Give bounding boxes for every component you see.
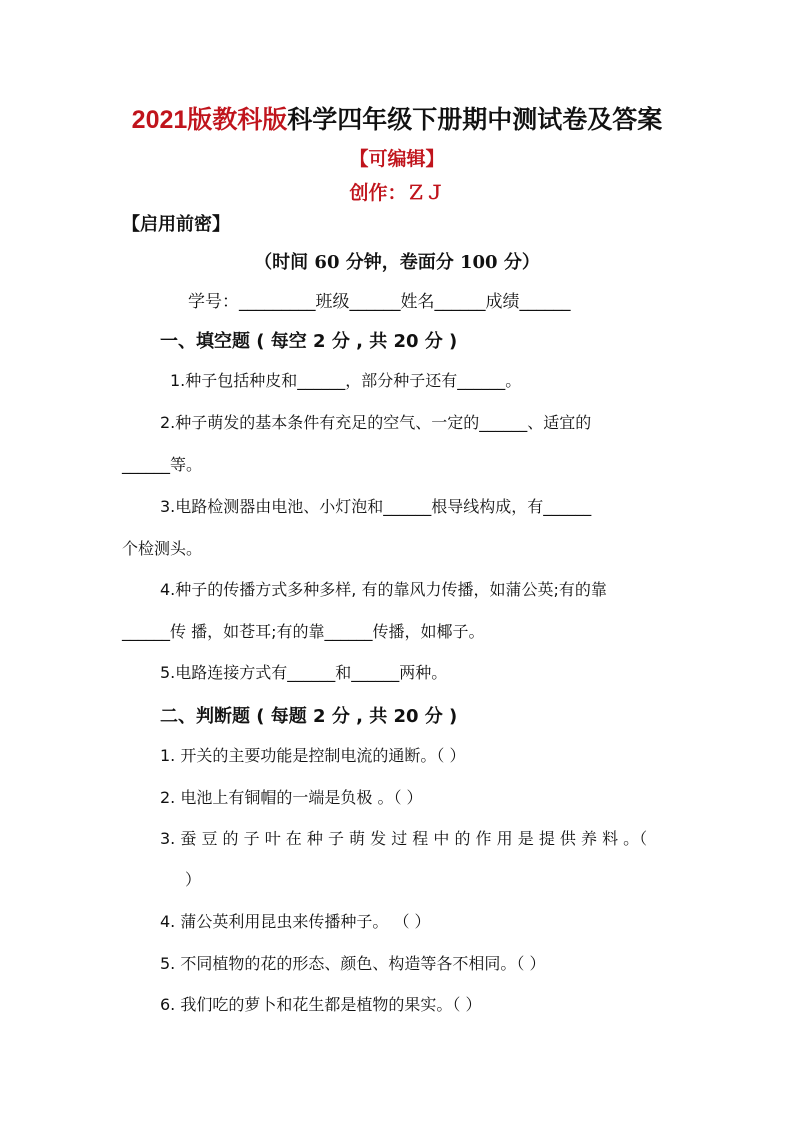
page-title [0, 100, 794, 136]
editable-label: 【可编辑】 [349, 148, 445, 170]
question-tf-6: 6. 我们吃的萝卜和花生都是植物的果实。（ ） [160, 995, 482, 1014]
question-fill-4a: 4.种子的传播方式多种多样, 有的靠风力传播，如蒲公英;有的靠 [160, 580, 607, 599]
section-fill-blank-heading: 一、填空题 ( 每空 2 分 , 共 20 分 ) [160, 331, 458, 352]
question-fill-1: 1.种子包括种皮和______，部分种子还有______。 [170, 371, 522, 390]
question-fill-5: 5.电路连接方式有______和______两种。 [160, 663, 448, 682]
question-tf-1: 1. 开关的主要功能是控制电流的通断。（ ） [160, 746, 466, 765]
secret-label: 【启用前密】 [122, 214, 230, 235]
question-fill-3a: 3.电路检测器由电池、小灯泡和______根导线构成，有______ [160, 497, 592, 516]
question-tf-3a: 3. 蚕 豆 的 子 叶 在 种 子 萌 发 过 程 中 的 作 用 是 提 供 养 料 。（ [160, 829, 648, 848]
title-main: 科学四年级下册期中测试卷及答案 [287, 106, 663, 134]
question-fill-2b: ______等。 [122, 455, 203, 474]
question-tf-2: 2. 电池上有铜帽的一端是负极 。（ ） [160, 788, 423, 807]
question-tf-3b: ） [185, 870, 202, 889]
time-info: （时间 60 分钟，卷面分 100 分） [254, 252, 540, 273]
question-tf-4: 4. 蒲公英利用昆虫来传播种子。 （ ） [160, 912, 431, 931]
title-edition: 2021版教科版 [131, 106, 288, 134]
question-fill-4b: ______传 播，如苍耳;有的靠______传播，如椰子。 [122, 622, 485, 641]
question-tf-5: 5. 不同植物的花的形态、颜色、构造等各不相同。（ ） [160, 954, 546, 973]
section-true-false-heading: 二、判断题 ( 每题 2 分 , 共 20 分 ) [160, 706, 458, 727]
question-fill-3b: 个检测头。 [122, 539, 203, 558]
student-info-line: 学号：_________班级______姓名______成绩______ [188, 292, 571, 312]
author-label: 创作：ＺＪ [349, 182, 445, 204]
question-fill-2a: 2.种子萌发的基本条件有充足的空气、一定的______、适宜的 [160, 413, 592, 432]
